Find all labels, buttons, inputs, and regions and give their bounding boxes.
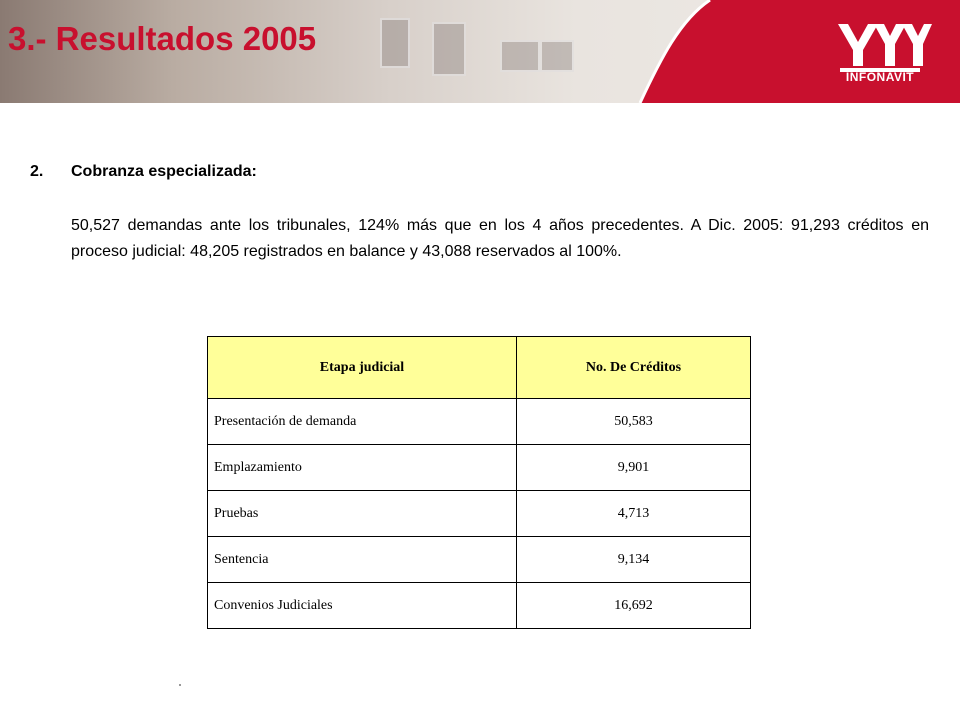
header-banner: [0, 0, 960, 103]
logo-text: INFONAVIT: [845, 70, 915, 84]
table-cell-etapa: Presentación de demanda: [208, 399, 517, 445]
table-cell-creditos: 9,901: [517, 445, 751, 491]
table-cell-etapa: Pruebas: [208, 491, 517, 537]
stray-dot: [179, 684, 181, 686]
section-heading: Cobranza especializada:: [71, 163, 257, 180]
table-row: [208, 491, 751, 537]
house-window: [380, 18, 410, 68]
section-number: 2.: [30, 163, 44, 180]
table-row: [208, 399, 751, 445]
table-header-row: [208, 337, 751, 399]
section-body: 50,527 demandas ante los tribunales, 124% más que en los 4 años precedentes. A Dic. 2005: 91,293 créditos en proceso judicial: 48,205 registrados en balance y 43,088 reservados al 100%.: [71, 217, 929, 260]
table-cell-etapa: Sentencia: [208, 537, 517, 583]
table-row: [208, 445, 751, 491]
page-title: 3.- Resultados 2005: [8, 20, 317, 57]
house-window: [500, 40, 540, 72]
column-header-creditos: No. De Créditos: [517, 337, 751, 399]
judicial-stages-table: [207, 336, 751, 629]
table-cell-etapa: Emplazamiento: [208, 445, 517, 491]
house-window: [540, 40, 574, 72]
table-row: [208, 583, 751, 629]
table-cell-creditos: 50,583: [517, 399, 751, 445]
table-cell-creditos: 9,134: [517, 537, 751, 583]
column-header-etapa: Etapa judicial: [208, 337, 517, 399]
table-cell-creditos: 4,713: [517, 491, 751, 537]
table-cell-etapa: Convenios Judiciales: [208, 583, 517, 629]
house-window: [432, 22, 466, 76]
table-row: [208, 537, 751, 583]
table-cell-creditos: 16,692: [517, 583, 751, 629]
